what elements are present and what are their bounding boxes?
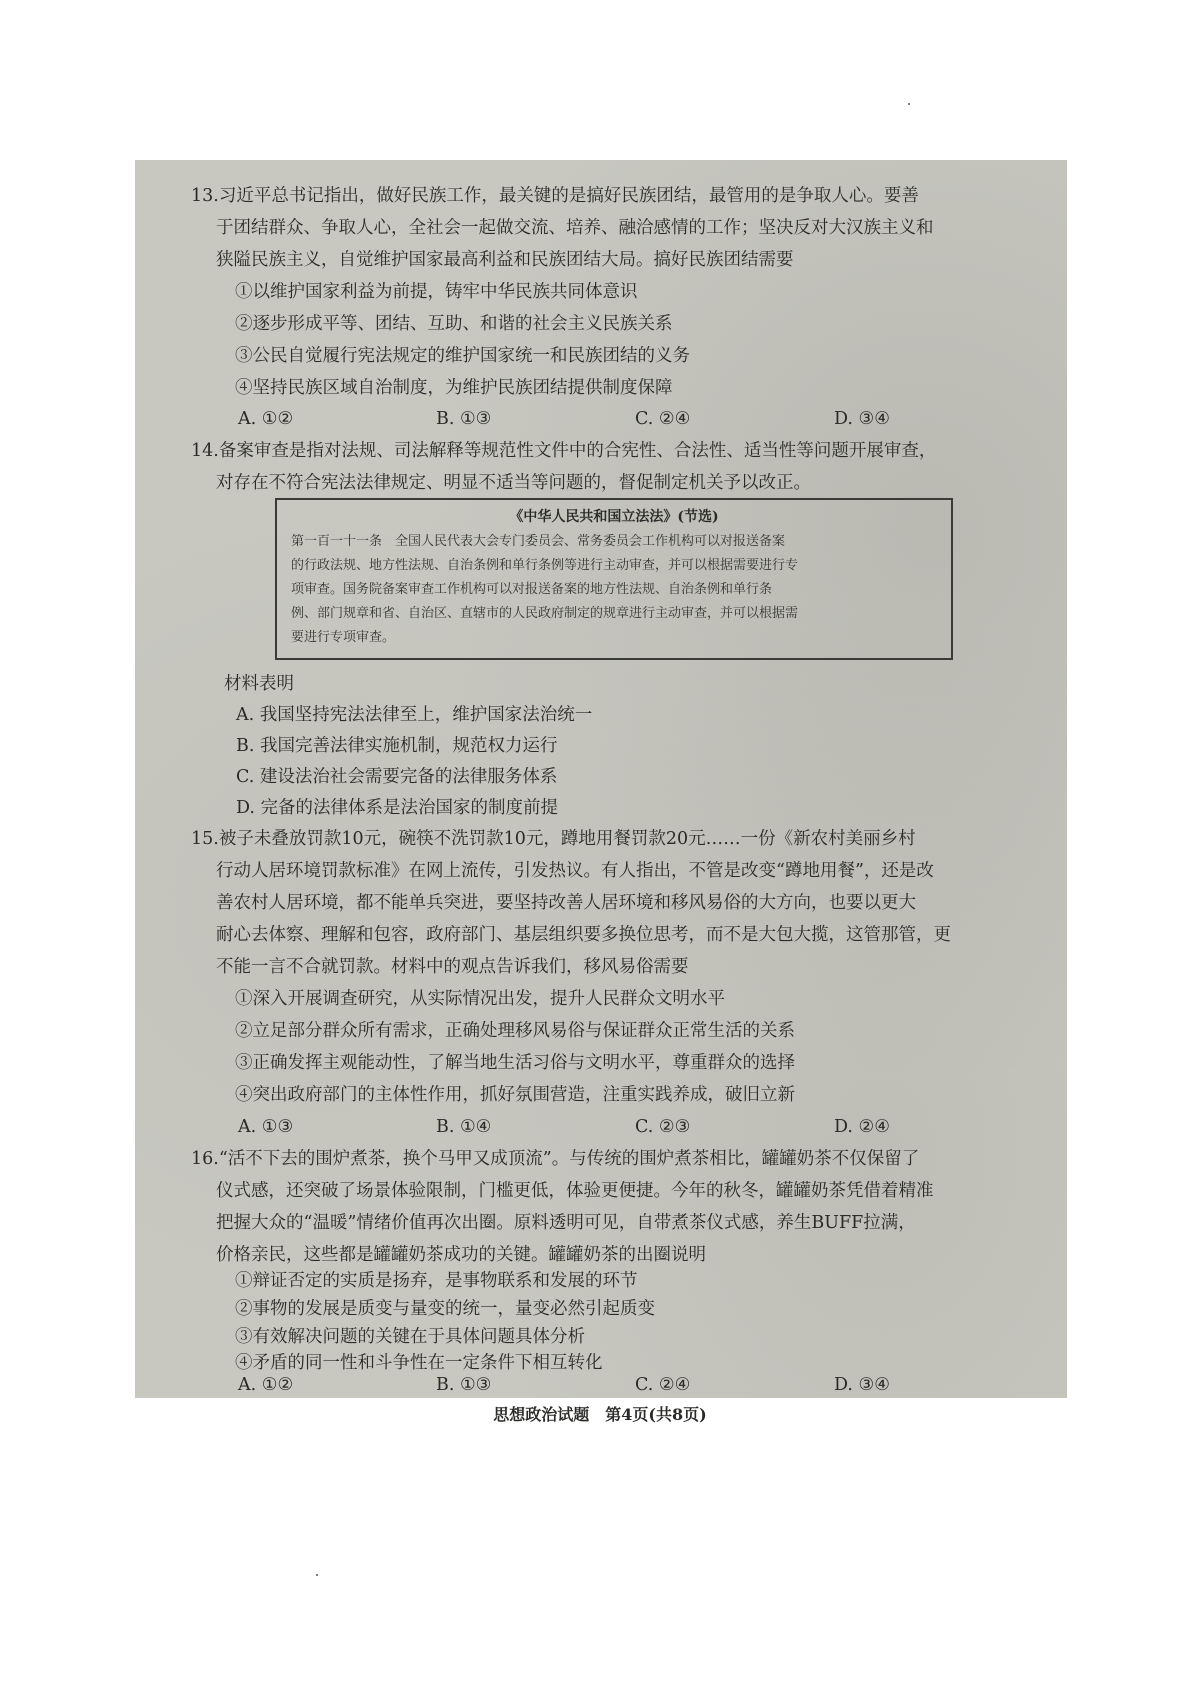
law-excerpt-line: 的行政法规、地方性法规、自治条例和单行条例等进行主动审查，并可以根据需要进行专: [291, 558, 799, 573]
option-a[interactable]: A. 我国坚持宪法法律至上，维护国家法治统一: [236, 705, 593, 725]
statement-item: ④坚持民族区域自治制度，为维护民族团结提供制度保障: [235, 378, 673, 398]
statement-item: ④突出政府部门的主体性作用，抓好氛围营造，注重实践养成，破旧立新: [235, 1085, 795, 1105]
question-stem-line: 善农村人居环境，都不能单兵突进，要坚持改善人居环境和移风易俗的大方向，也要以更大: [216, 893, 916, 913]
statement-item: ②逐步形成平等、团结、互助、和谐的社会主义民族关系: [235, 314, 673, 334]
question-stem-line: 价格亲民，这些都是罐罐奶茶成功的关键。罐罐奶茶的出圈说明: [216, 1245, 706, 1265]
question-stem-line: 15.被子未叠放罚款10元，碗筷不洗罚款10元，蹲地用餐罚款20元……一份《新农村美丽乡村: [191, 829, 916, 849]
option-b[interactable]: B. ①④: [436, 1117, 492, 1137]
question-stem-line: 狭隘民族主义，自觉维护国家最高利益和民族团结大局。搞好民族团结需要: [216, 250, 794, 270]
option-d[interactable]: D. ②④: [834, 1117, 890, 1137]
option-a[interactable]: A. ①②: [238, 1375, 294, 1395]
statement-item: ①以维护国家利益为前提，铸牢中华民族共同体意识: [235, 282, 638, 302]
law-excerpt-title: 《中华人民共和国立法法》(节选): [509, 509, 719, 525]
question-prompt: 材料表明: [224, 674, 294, 694]
option-d[interactable]: D. ③④: [834, 1375, 890, 1395]
page-footer: 思想政治试题 第4页(共8页): [493, 1405, 707, 1424]
question-stem-line: 16.“活不下去的围炉煮茶，换个马甲又成顶流”。与传统的围炉煮茶相比，罐罐奶茶不仅保留了: [191, 1149, 920, 1169]
speck-mark: [316, 1574, 318, 1576]
question-stem-line: 13.习近平总书记指出，做好民族工作，最关键的是搞好民族团结，最管用的是争取人心。要善: [191, 186, 919, 206]
law-excerpt-line: 例、部门规章和省、自治区、直辖市的人民政府制定的规章进行主动审查，并可以根据需: [291, 606, 799, 621]
law-excerpt-line: 第一百一十一条 全国人民代表大会专门委员会、常务委员会工作机构可以对报送备案: [291, 534, 786, 549]
statement-item: ②立足部分群众所有需求，正确处理移风易俗与保证群众正常生活的关系: [235, 1021, 795, 1041]
question-stem-line: 对存在不符合宪法法律规定、明显不适当等问题的，督促制定机关予以改正。: [216, 473, 811, 493]
answer-options: [0, 1116, 1200, 1138]
option-a[interactable]: A. ①③: [238, 1117, 294, 1137]
question-stem-line: 不能一言不合就罚款。材料中的观点告诉我们，移风易俗需要: [216, 957, 689, 977]
law-excerpt-line: 要进行专项审查。: [291, 630, 396, 645]
answer-options: [0, 408, 1200, 430]
statement-item: ③正确发挥主观能动性，了解当地生活习俗与文明水平，尊重群众的选择: [235, 1053, 795, 1073]
law-excerpt-box: [275, 498, 953, 660]
option-c[interactable]: C. ②④: [635, 1375, 691, 1395]
option-c[interactable]: C. 建设法治社会需要完备的法律服务体系: [236, 767, 558, 787]
statement-item: ③有效解决问题的关键在于具体问题具体分析: [235, 1327, 585, 1347]
option-c[interactable]: C. ②③: [635, 1117, 691, 1137]
question-stem-line: 把握大众的“温暖”情绪价值再次出圈。原料透明可见，自带煮茶仪式感，养生BUFF拉满，: [216, 1213, 916, 1233]
statement-item: ③公民自觉履行宪法规定的维护国家统一和民族团结的义务: [235, 346, 690, 366]
statement-item: ①辩证否定的实质是扬弃，是事物联系和发展的环节: [235, 1271, 638, 1291]
option-d[interactable]: D. 完备的法律体系是法治国家的制度前提: [236, 798, 559, 818]
law-excerpt-line: 项审查。国务院备案审查工作机构可以对报送备案的地方性法规、自治条例和单行条: [291, 582, 773, 597]
speck-mark: [908, 103, 910, 105]
statement-item: ④矛盾的同一性和斗争性在一定条件下相互转化: [235, 1353, 603, 1373]
option-c[interactable]: C. ②④: [635, 409, 691, 429]
question-stem-line: 14.备案审查是指对法规、司法解释等规范性文件中的合宪性、合法性、适当性等问题开展审查，: [191, 441, 937, 461]
answer-options-q16: [0, 1374, 1200, 1396]
option-b[interactable]: B. ①③: [436, 409, 492, 429]
question-stem-line: 行动人居环境罚款标准》在网上流传，引发热议。有人指出，不管是改变“蹲地用餐”，还是改: [216, 861, 934, 881]
option-b[interactable]: B. 我国完善法律实施机制，规范权力运行: [236, 736, 558, 756]
question-stem-line: 于团结群众、争取人心，全社会一起做交流、培养、融洽感情的工作；坚决反对大汉族主义和: [216, 218, 934, 238]
option-d[interactable]: D. ③④: [834, 409, 890, 429]
option-a[interactable]: A. ①②: [238, 409, 294, 429]
statement-item: ①深入开展调查研究，从实际情况出发，提升人民群众文明水平: [235, 989, 725, 1009]
question-stem-line: 耐心去体察、理解和包容，政府部门、基层组织要多换位思考，而不是大包大揽，这管那管，更: [216, 925, 951, 945]
statement-item: ②事物的发展是质变与量变的统一，量变必然引起质变: [235, 1299, 655, 1319]
question-stem-line: 仪式感，还突破了场景体验限制，门槛更低，体验更便捷。今年的秋冬，罐罐奶茶凭借着精准: [216, 1181, 934, 1201]
option-b[interactable]: B. ①③: [436, 1375, 492, 1395]
